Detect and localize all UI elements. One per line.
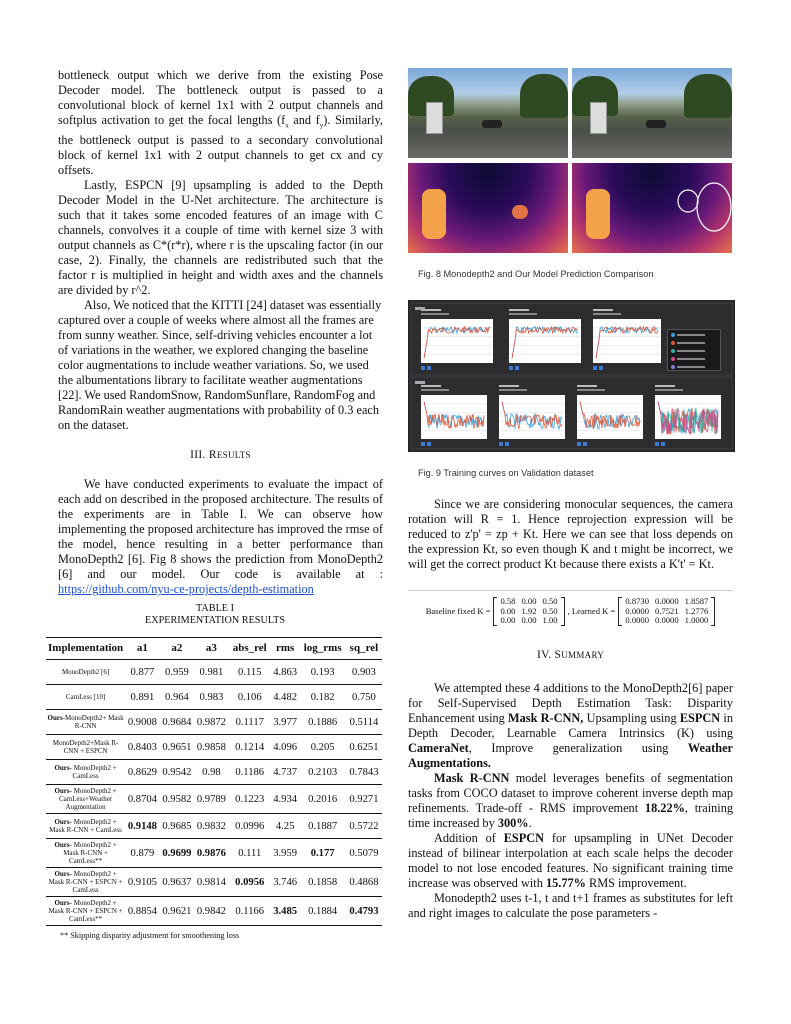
learned-k-entry: 0.0000 <box>655 596 679 606</box>
baseline-k-label: Baseline fixed K = <box>425 605 491 616</box>
metric-cell-abs-rel: 0.115 <box>229 660 271 685</box>
metric-cell-sq-rel: 0.5114 <box>346 710 382 735</box>
learned-k-entry: 0.0000 <box>655 615 679 625</box>
column-header-sq-rel: sq_rel <box>346 638 382 660</box>
metric-cell-abs-rel: 0.106 <box>229 685 271 710</box>
implementation-cell: Ours-MonoDepth2+ Mask R-CNN <box>46 710 125 735</box>
baseline-k-entry: 0.00 <box>521 615 537 625</box>
depth-map-monodepth2 <box>408 163 568 253</box>
table-body <box>46 660 382 926</box>
baseline-k-entry: 0.50 <box>542 605 558 616</box>
metric-cell-a3: 0.9814 <box>194 868 229 897</box>
learned-k-entry: 1.0000 <box>684 615 709 625</box>
table-experimentation-results <box>46 603 384 940</box>
baseline-k-entry: 0.00 <box>521 596 537 606</box>
metric-cell-a3: 0.9858 <box>194 735 229 760</box>
metric-cell-sq-rel: 0.5722 <box>346 814 382 839</box>
learned-k-entry: 0.8730 <box>625 596 650 606</box>
metric-cell-a3: 0.983 <box>194 685 229 710</box>
learned-k-entry: 0.7521 <box>655 605 679 616</box>
metric-cell-log-rms: 0.182 <box>299 685 345 710</box>
metric-cell-log-rms: 0.177 <box>299 839 345 868</box>
metric-cell-log-rms: 0.1858 <box>299 868 345 897</box>
implementation-cell: Ours- MonoDepth2 + Mask R-CNN + ESPCN + CamLess** <box>46 897 125 926</box>
metric-cell-abs-rel: 0.1166 <box>229 897 271 926</box>
metric-cell-sq-rel: 0.4868 <box>346 868 382 897</box>
metric-cell-a1: 0.9105 <box>125 868 160 897</box>
column-header-a2: a2 <box>160 638 195 660</box>
metric-cell-a1: 0.8629 <box>125 760 160 785</box>
section-heading-summary: IV. SUMMARY <box>536 648 605 661</box>
implementation-cell: MonoDepth2 [6] <box>46 660 125 685</box>
table-row <box>46 710 382 735</box>
baseline-k-matrix <box>493 597 564 626</box>
code-link[interactable]: https://github.com/nyu-ce-projects/depth-estimation <box>58 582 314 597</box>
table-row <box>46 897 382 926</box>
learned-k-entry: 1.8587 <box>684 596 709 606</box>
paragraph-reprojection: Since we are considering monocular sequences, the camera rotation will R = 1. Hence reprojection expression will be reduced to z'p' = zp + Kt. Here we can see that loss depends on the expression Kt, so even though K and t might be incorrect, we will get the correct product Kt because there exists a K't' = Kt. <box>408 497 733 571</box>
column-header-abs-rel: abs_rel <box>229 638 271 660</box>
table-row <box>46 735 382 760</box>
column-header-rms: rms <box>271 638 300 660</box>
implementation-cell: Ours- MonoDepth2 + Mask R-CNN + CamLess** <box>46 839 125 868</box>
metric-cell-rms: 4.934 <box>271 785 300 814</box>
metric-cell-log-rms: 0.1886 <box>299 710 345 735</box>
metric-cell-sq-rel: 0.5079 <box>346 839 382 868</box>
metric-cell-a3: 0.9842 <box>194 897 229 926</box>
rgb-image-monodepth2 <box>408 68 568 158</box>
metric-cell-sq-rel: 0.903 <box>346 660 382 685</box>
learned-k-matrix <box>618 597 715 626</box>
metric-cell-sq-rel: 0.750 <box>346 685 382 710</box>
metric-cell-a1: 0.879 <box>125 839 160 868</box>
metric-cell-a3: 0.9876 <box>194 839 229 868</box>
metric-cell-a1: 0.9148 <box>125 814 160 839</box>
learned-k-label: , Learned K = <box>567 605 616 616</box>
metric-cell-log-rms: 0.1884 <box>299 897 345 926</box>
metric-cell-abs-rel: 0.0956 <box>229 868 271 897</box>
learned-k-entry: 0.0000 <box>625 615 650 625</box>
metric-cell-log-rms: 0.2016 <box>299 785 345 814</box>
implementation-cell: Ours- MonoDepth2 + Mask R-CNN + ESPCN + CamLess <box>46 868 125 897</box>
metric-cell-a1: 0.8403 <box>125 735 160 760</box>
metric-cell-a3: 0.9872 <box>194 710 229 735</box>
table-header-row <box>46 638 382 660</box>
metric-cell-sq-rel: 0.4793 <box>346 897 382 926</box>
metric-cell-rms: 3.746 <box>271 868 300 897</box>
metric-cell-sq-rel: 0.6251 <box>346 735 382 760</box>
metric-cell-a3: 0.981 <box>194 660 229 685</box>
figure-8-caption: Fig. 8 Monodepth2 and Our Model Prediction Comparison <box>418 269 654 279</box>
metric-cell-rms: 4.863 <box>271 660 300 685</box>
implementation-cell: CamLess [10] <box>46 685 125 710</box>
section-heading-results: III. RESULTS <box>190 449 251 462</box>
metric-cell-abs-rel: 0.1186 <box>229 760 271 785</box>
metric-cell-a3: 0.9832 <box>194 814 229 839</box>
paragraph-pose-decoder: bottleneck output which we derive from the existing Pose Decoder model. The bottleneck output is passed to a convolutional block of kernel 1x1 with 2 output channels and softplus activation to get the focal lengths ($f_x$ and $f_y$). Similarly, the bottleneck output is passed to a secondary convolutional block of kernel 1x1 with 2 output channels to get cx and cy offsets. <box>58 68 383 178</box>
table-row <box>46 685 382 710</box>
metric-cell-a2: 0.964 <box>160 685 195 710</box>
implementation-cell: Ours- MonoDepth2 + CamLess+Weather Augmentation <box>46 785 125 814</box>
table-row <box>46 660 382 685</box>
column-header-implementation: Implementation <box>46 638 125 660</box>
column-header-a3: a3 <box>194 638 229 660</box>
metric-cell-rms: 3.959 <box>271 839 300 868</box>
baseline-k-entry: 0.50 <box>542 596 558 606</box>
metric-cell-rms: 3.977 <box>271 710 300 735</box>
metric-cell-a3: 0.9789 <box>194 785 229 814</box>
metric-cell-abs-rel: 0.1117 <box>229 710 271 735</box>
metric-cell-rms: 3.485 <box>271 897 300 926</box>
metric-cell-log-rms: 0.205 <box>299 735 345 760</box>
paragraph-summary-espcn: Addition of ESPCN for upsampling in UNet Decoder instead of bilinear interpolation at each scale helps the decoder model to not lose encoded features. No significant training time increase was observed with 15.77% RMS improvement. <box>408 830 733 890</box>
divider <box>408 590 733 591</box>
metric-cell-abs-rel: 0.111 <box>229 839 271 868</box>
metric-cell-log-rms: 0.1887 <box>299 814 345 839</box>
results-table <box>46 637 382 926</box>
intrinsics-matrices <box>408 597 733 626</box>
table-row <box>46 760 382 785</box>
baseline-k-entry: 0.00 <box>500 605 516 616</box>
metric-cell-rms: 4.25 <box>271 814 300 839</box>
paragraph-summary-maskrcnn: Mask R-CNN model leverages benefits of segmentation tasks from COCO dataset to improve coherent inverse depth map refinements. Trade-off - RMS improvement 18.22%, training time increased by 300%. <box>408 770 733 830</box>
table-note: ** Skipping disparity adjustment for smoothening loss <box>60 931 240 940</box>
baseline-k-entry: 0.58 <box>500 596 516 606</box>
metric-cell-sq-rel: 0.7843 <box>346 760 382 785</box>
right-column <box>408 68 733 921</box>
metric-cell-abs-rel: 0.1214 <box>229 735 271 760</box>
metric-cell-a1: 0.8704 <box>125 785 160 814</box>
column-header-log-rms: log_rms <box>299 638 345 660</box>
table-title: EXPERIMENTATION RESULTS <box>144 615 286 626</box>
metric-cell-log-rms: 0.193 <box>299 660 345 685</box>
metric-cell-a2: 0.9542 <box>160 760 195 785</box>
paragraph-summary-frames: Monodepth2 uses t-1, t and t+1 frames as substitutes for left and right images to calculate the pose parameters - <box>408 890 733 920</box>
baseline-k-entry: 1.92 <box>521 605 537 616</box>
metric-cell-a3: 0.98 <box>194 760 229 785</box>
paragraph-weather: Also, We noticed that the KITTI [24] dataset was essentially captured over a couple of weeks where almost all the frames are from sunny weather. Since, self-driving vehicles encounter a lot of variations in the weather, we explored changing the baseline color augmentations to include weather variations. So, we used the albumentations library to facilitate weather augmentations [22]. We used RandomSnow, RandomSunflare, RandomFog and RandomRain weather augmentations with probability of 0.3 each on the dataset. <box>58 298 382 433</box>
left-column <box>58 68 383 597</box>
figure-9-caption: Fig. 9 Training curves on Validation dataset <box>418 468 594 478</box>
baseline-k-entry: 0.00 <box>500 615 516 625</box>
paragraph-results <box>58 477 383 597</box>
implementation-cell: Ours- MonoDepth2 + CamLess <box>46 760 125 785</box>
highlight-circles <box>572 163 732 253</box>
learned-k-entry: 0.0000 <box>625 605 650 616</box>
metric-cell-sq-rel: 0.9271 <box>346 785 382 814</box>
metric-cell-a1: 0.9008 <box>125 710 160 735</box>
paragraph-summary-intro: We attempted these 4 additions to the MonoDepth2[6] paper for Self-Supervised Depth Estimation Task: Disparity Enhancement using Mask R-CNN, Upsampling using ESPCN in Depth Decoder, Learnable Camera Intrinsics (K) using CameraNet, Improve generalization using Weather Augmentations. <box>408 680 733 770</box>
training-curves <box>409 301 734 451</box>
column-header-a1: a1 <box>125 638 160 660</box>
metric-cell-abs-rel: 0.0996 <box>229 814 271 839</box>
metric-cell-a2: 0.9582 <box>160 785 195 814</box>
learned-k-entry: 1.2776 <box>684 605 709 616</box>
metric-cell-rms: 4.482 <box>271 685 300 710</box>
table-row <box>46 839 382 868</box>
metric-cell-a2: 0.9699 <box>160 839 195 868</box>
figure-8 <box>408 68 733 253</box>
metric-cell-log-rms: 0.2103 <box>299 760 345 785</box>
results-text: We have conducted experiments to evaluate the impact of each add on described in the proposed architecture. The results of the experiments are in Table I. We can observe how implementing the proposed architecture has improved the rmse of the model, hence resulting in a better performance than MonoDepth2 [6]. Fig 8 shows the prediction from MonoDepth2 [6] and our model. Our code is available at : <box>58 477 383 582</box>
table-row <box>46 868 382 897</box>
metric-cell-rms: 4.737 <box>271 760 300 785</box>
metric-cell-a2: 0.9651 <box>160 735 195 760</box>
figure-9 <box>408 300 735 452</box>
implementation-cell: Ours- MonoDepth2 + Mask R-CNN + CamLess <box>46 814 125 839</box>
table-row <box>46 785 382 814</box>
metric-cell-a2: 0.9637 <box>160 868 195 897</box>
legend <box>667 329 721 371</box>
table-label: TABLE I <box>196 603 234 614</box>
baseline-k-entry: 1.00 <box>542 615 558 625</box>
implementation-cell: MonoDepth2+Mask R-CNN + ESPCN <box>46 735 125 760</box>
metric-cell-a2: 0.959 <box>160 660 195 685</box>
table-row <box>46 814 382 839</box>
metric-cell-a1: 0.8854 <box>125 897 160 926</box>
metric-cell-a2: 0.9684 <box>160 710 195 735</box>
metric-cell-rms: 4.096 <box>271 735 300 760</box>
metric-cell-a2: 0.9621 <box>160 897 195 926</box>
rgb-image-our-model <box>572 68 732 158</box>
paragraph-espcn: Lastly, ESPCN [9] upsampling is added to the Depth Decoder Model in the U-Net architecture. The architecture is such that it takes some encoded features of an image with C channels, convolves it a couple of time with kernel size 3 with output channels as C*(r*r), where r is the upscaling factor (in our case, 2). Finally, the channels are redistributed such that the factor r is multiplied in height and width axes and the channels are divided by r^2. <box>58 178 383 298</box>
metric-cell-a2: 0.9685 <box>160 814 195 839</box>
depth-map-our-model <box>572 163 732 253</box>
metric-cell-a1: 0.891 <box>125 685 160 710</box>
metric-cell-a1: 0.877 <box>125 660 160 685</box>
metric-cell-abs-rel: 0.1223 <box>229 785 271 814</box>
